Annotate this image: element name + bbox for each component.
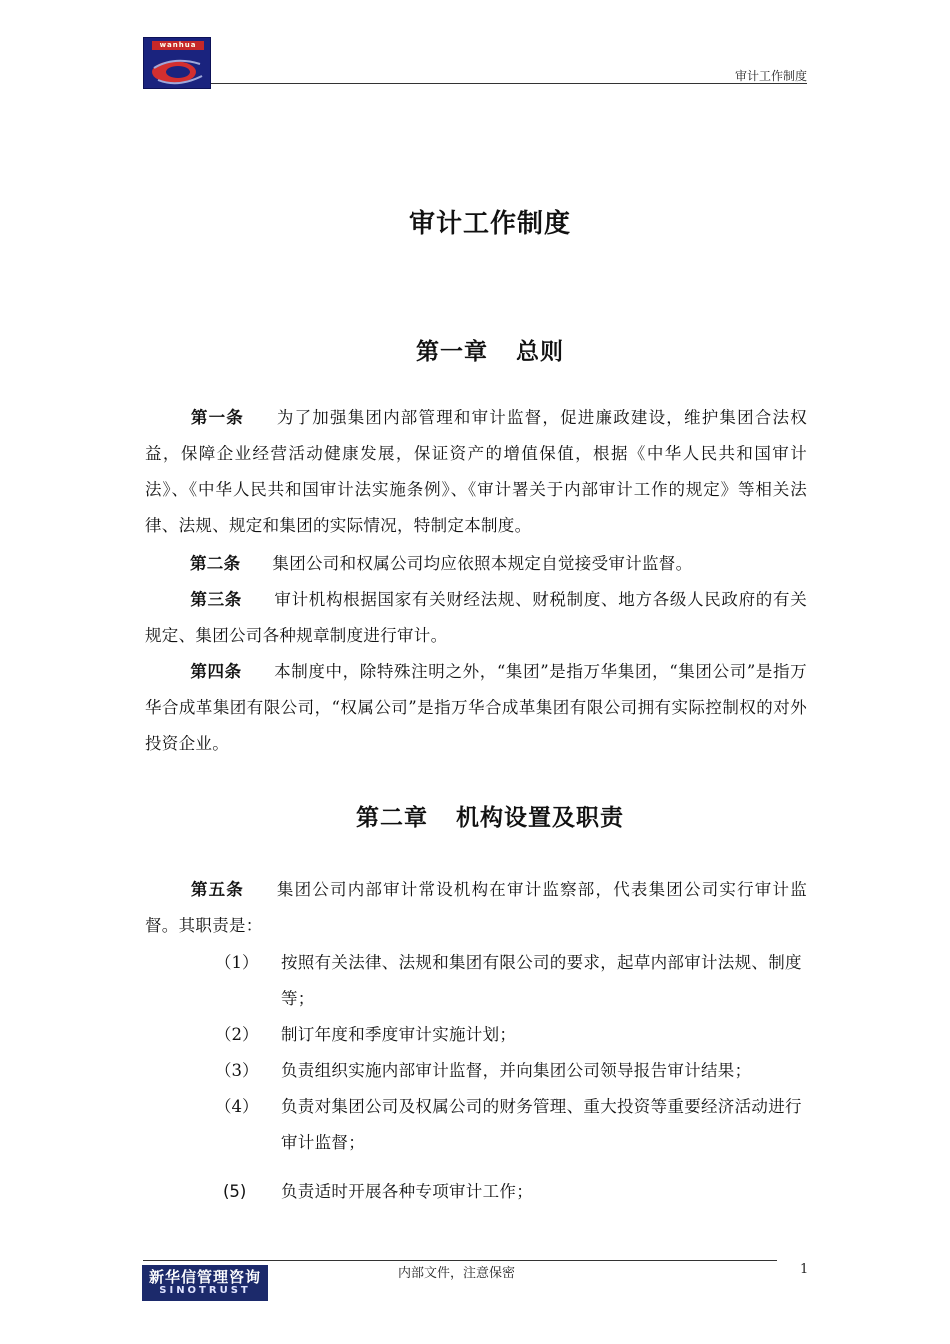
duty-item-text: 按照有关法律、法规和集团有限公司的要求，起草内部审计法规、制度等； — [281, 953, 802, 1008]
chapter-1-heading — [0, 333, 950, 366]
document-title: 审计工作制度 — [408, 209, 571, 239]
article-4-text: 本制度中，除特殊注明之外，“集团”是指万华集团，“集团公司”是指万华合成革集团有限公司，“权属公司”是指万华合成革集团有限公司拥有实际控制权的对外投资企业。 — [145, 662, 807, 753]
logo-text: wanhua — [152, 41, 204, 50]
article-2-label: 第二条 — [190, 554, 241, 573]
chapter-2-number: 第二章 — [356, 805, 428, 831]
duty-item-number: （2） — [215, 1025, 259, 1044]
duty-item-number: (5) — [223, 1182, 247, 1201]
article-2 — [145, 546, 807, 582]
article-3-text: 审计机构根据国家有关财经法规、财税制度、地方各级人民政府的有关规定、集团公司各种规章制度进行审计。 — [145, 590, 807, 645]
company-logo — [143, 37, 211, 89]
article-1-text: 为了加强集团内部管理和审计监督，促进廉政建设，维护集团合法权益，保障企业经营活动健康发展，保证资产的增值保值，根据《中华人民共和国审计法》、《中华人民共和国审计法实施条例》、《审计署关于内部审计工作的规定》等相关法律、法规、规定和集团的实际情况，特制定本制度。 — [145, 408, 807, 535]
chapter-2-name: 机构设置及职责 — [456, 805, 624, 831]
header-divider — [211, 83, 807, 84]
chapter-1-number: 第一章 — [416, 339, 488, 365]
duty-item-text: 负责适时开展各种专项审计工作； — [281, 1182, 533, 1201]
article-5-text: 集团公司内部审计常设机构在审计监察部，代表集团公司实行审计监督。其职责是： — [145, 880, 807, 935]
chapter-1-name: 总则 — [516, 339, 564, 365]
duty-item-text: 负责对集团公司及权属公司的财务管理、重大投资等重要经济活动进行审计监督； — [281, 1097, 802, 1152]
duty-item-number: （1） — [215, 953, 259, 972]
duty-item-number: （4） — [215, 1097, 259, 1116]
logo-emblem-icon — [144, 38, 211, 89]
article-4 — [145, 654, 807, 762]
article-1-label: 第一条 — [190, 408, 244, 427]
article-5 — [145, 872, 807, 944]
duty-item-text: 制订年度和季度审计实施计划； — [281, 1025, 517, 1044]
duty-item-number: （3） — [215, 1061, 259, 1080]
header-title: 审计工作制度 — [734, 69, 807, 83]
footer-divider — [143, 1260, 777, 1261]
footer-logo-en: SINOTRUST — [159, 1285, 251, 1296]
page-number: 1 — [800, 1262, 809, 1277]
footer-logo-cn: 新华信管理咨询 — [148, 1268, 261, 1286]
article-3 — [145, 582, 807, 654]
article-5-label: 第五条 — [190, 880, 244, 899]
duty-item-text: 负责组织实施内部审计监督，并向集团公司领导报告审计结果； — [281, 1061, 752, 1080]
chapter-2-heading — [0, 799, 950, 832]
confidential-note: 内部文件，注意保密 — [398, 1266, 516, 1281]
sinotrust-logo — [142, 1265, 268, 1301]
article-3-label: 第三条 — [190, 590, 242, 609]
article-2-text: 集团公司和权属公司均应依照本规定自觉接受审计监督。 — [272, 554, 693, 573]
article-4-label: 第四条 — [190, 662, 242, 681]
article-1 — [145, 400, 807, 544]
